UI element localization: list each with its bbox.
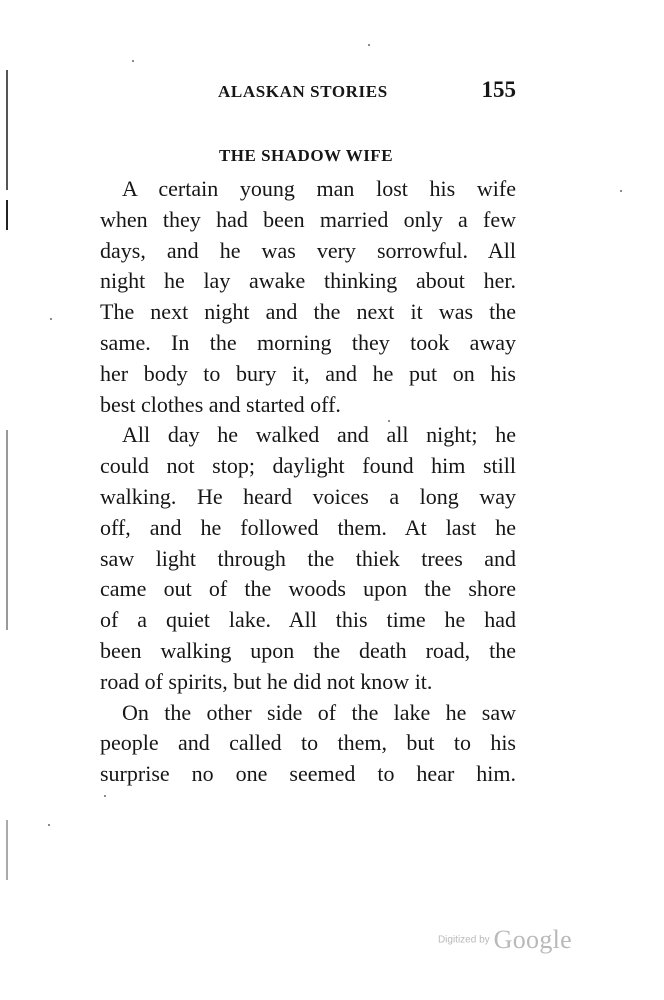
text-line: same. In the morning they took away <box>100 329 516 355</box>
page-number: 155 <box>481 77 516 102</box>
paper-speck <box>48 824 50 826</box>
paper-speck <box>620 190 622 192</box>
paragraph <box>100 420 516 697</box>
text-line: night he lay awake thinking about her. <box>100 268 516 294</box>
running-title: ALASKAN STORIES <box>218 82 388 101</box>
text-line: surprise no one seemed to hear him. <box>100 761 516 787</box>
chapter-title: THE SHADOW WIFE <box>218 146 394 165</box>
text-line: her body to bury it, and he put on his <box>100 360 516 386</box>
paragraph <box>100 698 516 790</box>
watermark-prefix: Digitized by <box>437 934 490 946</box>
left-margin-mark <box>6 200 8 230</box>
text-line: of a quiet lake. All this time he had <box>100 607 516 633</box>
text-line: days, and he was very sorrowful. All <box>100 237 516 263</box>
text-line: could not stop; daylight found him still <box>100 453 516 479</box>
text-line: walking. He heard voices a long way <box>100 483 516 509</box>
paper-speck <box>368 44 370 46</box>
text-line: off, and he followed them. At last he <box>100 514 516 540</box>
body-text <box>100 174 516 790</box>
running-header <box>96 74 516 106</box>
text-line: been walking upon the death road, the <box>100 637 516 663</box>
left-margin-mark <box>6 70 8 190</box>
text-line: saw light through the thiek trees and <box>100 545 516 571</box>
text-line: when they had been married only a few <box>100 206 516 232</box>
watermark-logo: Google <box>493 925 572 954</box>
text-line: All day he walked and all night; he <box>122 422 516 448</box>
text-line: best clothes and started off. <box>100 391 341 417</box>
paper-speck <box>132 60 134 62</box>
left-margin-mark <box>6 820 8 880</box>
text-line: people and called to them, but to his <box>100 730 516 756</box>
digitization-watermark <box>438 925 572 955</box>
text-line: The next night and the next it was the <box>100 299 516 325</box>
text-line: A certain young man lost his wife <box>122 176 516 201</box>
paragraph <box>100 174 516 420</box>
left-margin-mark <box>6 430 8 630</box>
text-line: came out of the woods upon the shore <box>100 576 516 602</box>
paper-speck <box>50 318 52 320</box>
text-line: On the other side of the lake he saw <box>122 699 516 725</box>
paper-speck <box>104 795 106 797</box>
text-line: road of spirits, but he did not know it. <box>100 668 433 694</box>
